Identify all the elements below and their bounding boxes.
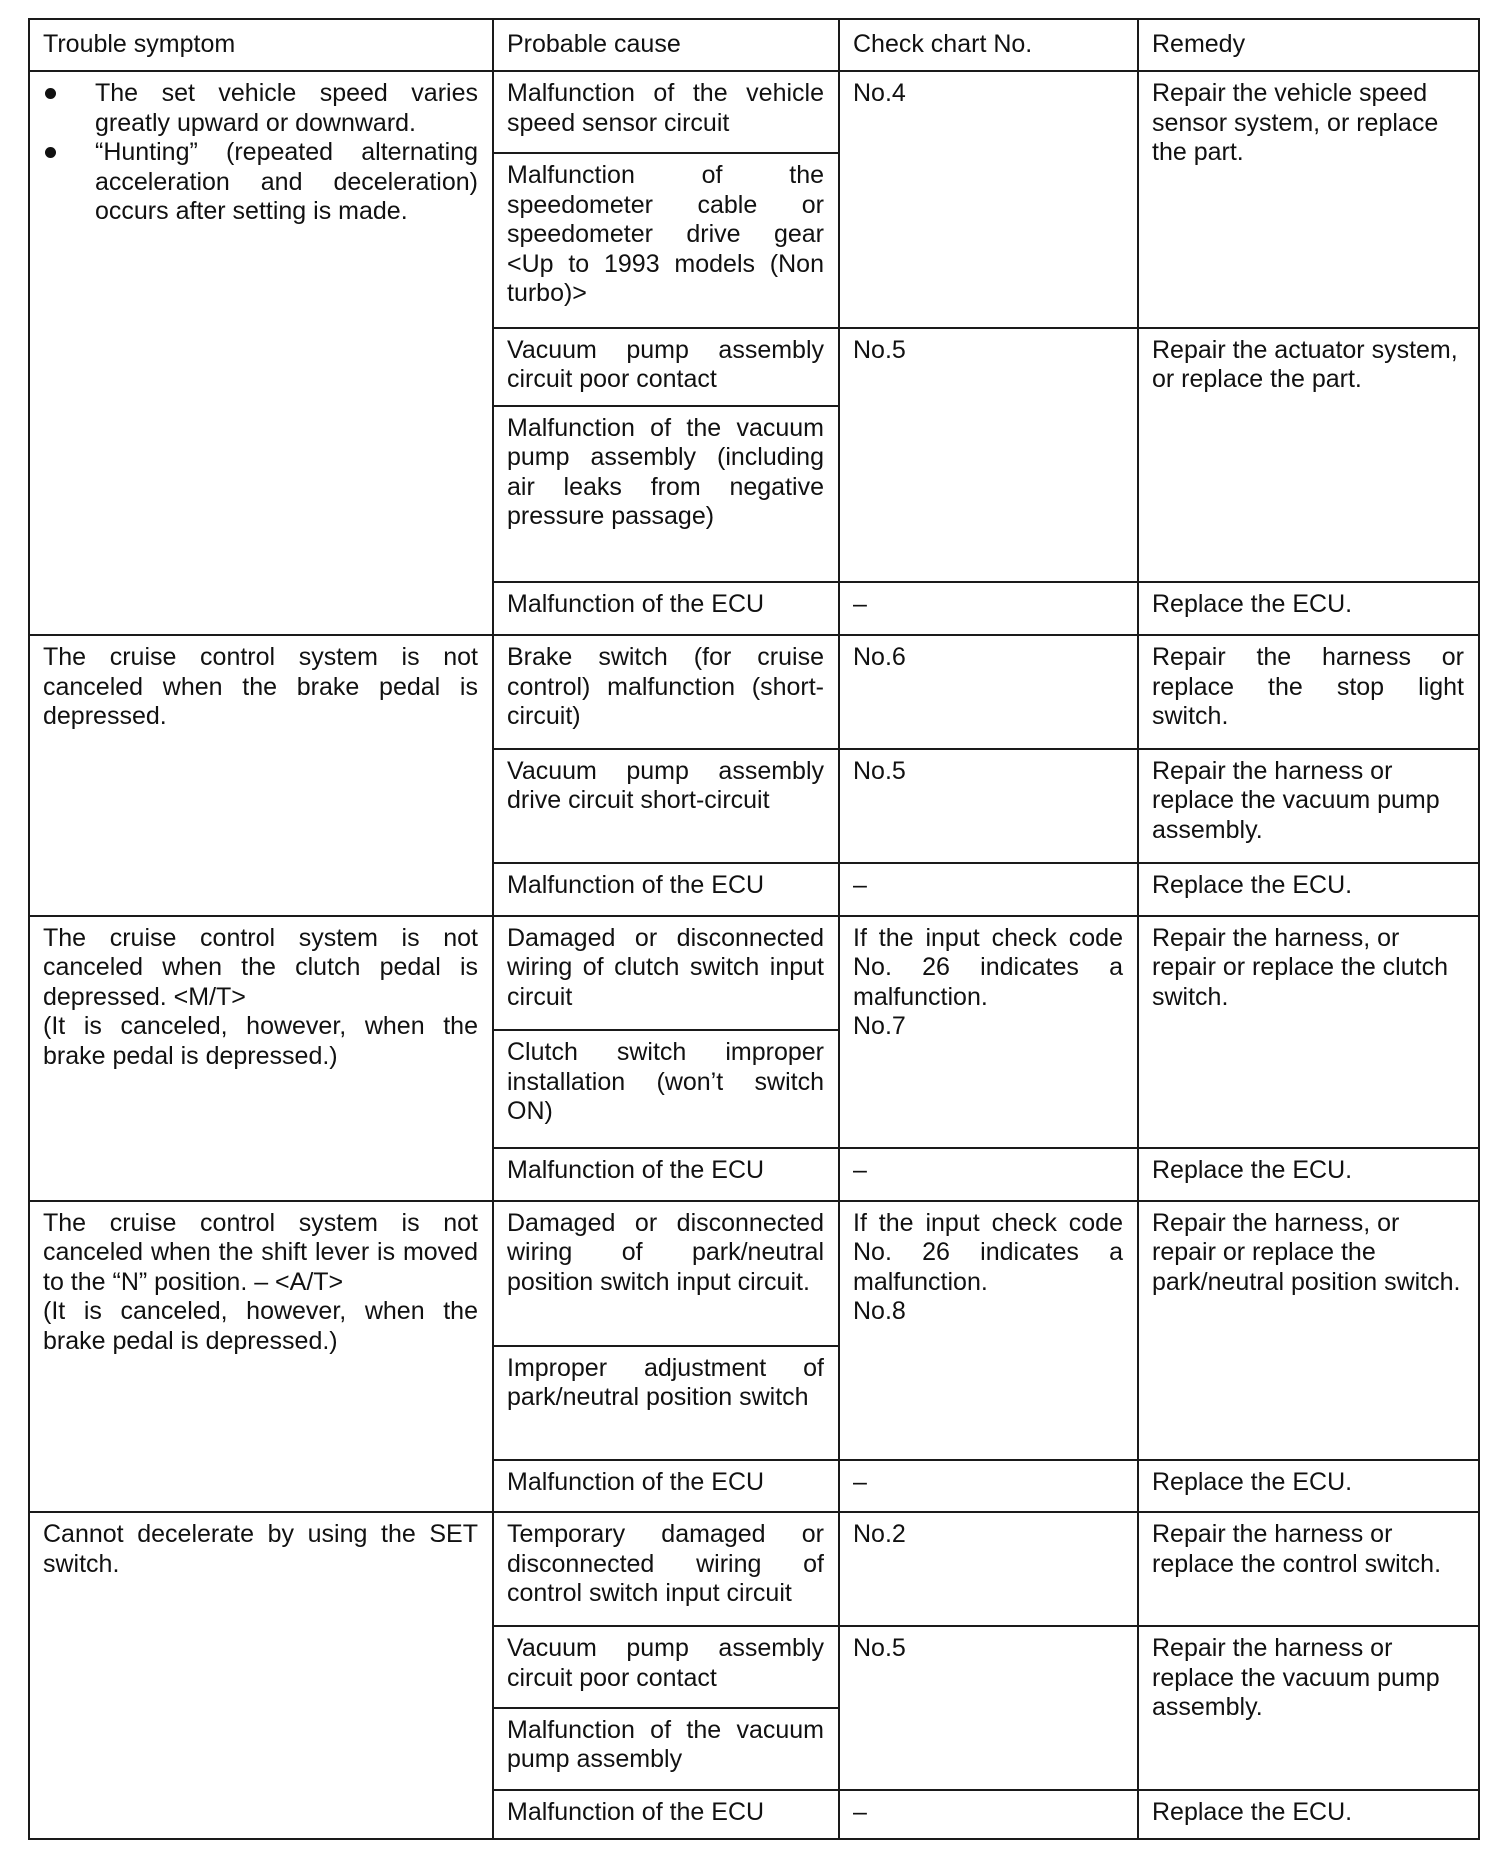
cause-cell: Malfunction of the ECU <box>493 1148 839 1200</box>
remedy-cell: Repair the actuator system, or replace the part. <box>1138 328 1479 583</box>
check-chart-cell <box>839 916 1138 1149</box>
header-check-chart: Check chart No. <box>839 19 1138 71</box>
table-row <box>29 635 1479 748</box>
symptom-text: The cruise control system is not canceled when the shift lever is moved to the “N” position. – <A/T> <box>43 1208 478 1296</box>
remedy-cell: Repair the harness or replace the vacuum pump assembly. <box>1138 1626 1479 1789</box>
check-chart-cell: – <box>839 1148 1138 1200</box>
header-row <box>29 19 1479 71</box>
check-chart-cell: – <box>839 582 1138 635</box>
cause-cell: Malfunction of the speedometer cable or speedometer drive gear <Up to 1993 models (Non turbo)> <box>493 153 839 327</box>
table-row <box>29 1201 1479 1346</box>
cause-cell: Temporary damaged or disconnected wiring of control switch input circuit <box>493 1512 839 1626</box>
check-chart-condition: If the input check code No. 26 indicates a malfunction. <box>853 1208 1123 1296</box>
remedy-cell: Replace the ECU. <box>1138 1460 1479 1512</box>
cause-cell: Vacuum pump assembly circuit poor contact <box>493 328 839 406</box>
cause-cell: Malfunction of the ECU <box>493 1460 839 1512</box>
cause-cell: Clutch switch improper installation (won’t switch ON) <box>493 1030 839 1148</box>
cause-cell: Malfunction of the vehicle speed sensor circuit <box>493 71 839 153</box>
table-row <box>29 71 1479 153</box>
symptom-bullet-text: The set vehicle speed varies greatly upward or downward. <box>95 79 478 137</box>
cause-cell: Malfunction of the ECU <box>493 1790 839 1839</box>
remedy-cell: Repair the vehicle speed sensor system, or replace the part. <box>1138 71 1479 328</box>
header-probable-cause: Probable cause <box>493 19 839 71</box>
check-chart-cell: No.6 <box>839 635 1138 748</box>
remedy-cell: Repair the harness, or repair or replace the clutch switch. <box>1138 916 1479 1149</box>
remedy-cell: Repair the harness, or repair or replace the park/neutral position switch. <box>1138 1201 1479 1461</box>
remedy-cell: Replace the ECU. <box>1138 582 1479 635</box>
symptom-text: The cruise control system is not canceled when the clutch pedal is depressed. <M/T> <box>43 923 478 1011</box>
check-chart-cell: – <box>839 1460 1138 1512</box>
remedy-cell: Replace the ECU. <box>1138 863 1479 916</box>
symptom-cell <box>29 71 493 635</box>
cause-cell: Vacuum pump assembly drive circuit short-circuit <box>493 749 839 863</box>
cause-cell: Malfunction of the ECU <box>493 863 839 916</box>
check-chart-condition: If the input check code No. 26 indicates a malfunction. <box>853 923 1123 1011</box>
header-trouble-symptom: Trouble symptom <box>29 19 493 71</box>
check-chart-cell: No.5 <box>839 1626 1138 1789</box>
bullet-icon <box>45 88 56 99</box>
symptom-cell: Cannot decelerate by using the SET switch. <box>29 1512 493 1839</box>
cause-cell: Improper adjustment of park/neutral position switch <box>493 1346 839 1460</box>
symptom-cell: The cruise control system is not canceled when the brake pedal is depressed. <box>29 635 493 916</box>
cause-cell: Malfunction of the vacuum pump assembly (including air leaks from negative pressure passage) <box>493 406 839 582</box>
symptom-note: (It is canceled, however, when the brake pedal is depressed.) <box>43 1297 478 1355</box>
remedy-cell: Replace the ECU. <box>1138 1790 1479 1839</box>
symptom-note: (It is canceled, however, when the brake pedal is depressed.) <box>43 1012 478 1070</box>
symptom-bullet-text: “Hunting” (repeated alternating acceleration and deceleration) occurs after setting is made. <box>95 138 478 226</box>
check-chart-cell: No.2 <box>839 1512 1138 1626</box>
table-row <box>29 1512 1479 1626</box>
cause-cell: Vacuum pump assembly circuit poor contact <box>493 1626 839 1707</box>
remedy-cell: Replace the ECU. <box>1138 1148 1479 1200</box>
symptom-cell <box>29 916 493 1201</box>
check-chart-ref: No.8 <box>853 1297 906 1325</box>
troubleshooting-sheet <box>28 18 1478 1840</box>
troubleshooting-table <box>28 18 1480 1840</box>
header-remedy: Remedy <box>1138 19 1479 71</box>
cause-cell: Damaged or disconnected wiring of park/neutral position switch input circuit. <box>493 1201 839 1346</box>
symptom-bullet <box>43 79 478 138</box>
check-chart-cell: – <box>839 863 1138 916</box>
check-chart-cell: No.4 <box>839 71 1138 328</box>
check-chart-cell: No.5 <box>839 328 1138 583</box>
remedy-cell: Repair the harness or replace the vacuum pump assembly. <box>1138 749 1479 863</box>
cause-cell: Malfunction of the ECU <box>493 582 839 635</box>
check-chart-cell <box>839 1201 1138 1461</box>
symptom-bullet-list <box>43 79 478 227</box>
check-chart-cell: No.5 <box>839 749 1138 863</box>
table-row <box>29 916 1479 1030</box>
bullet-icon <box>45 147 56 158</box>
remedy-cell: Repair the harness or replace the stop light switch. <box>1138 635 1479 748</box>
cause-cell: Damaged or disconnected wiring of clutch switch input circuit <box>493 916 839 1030</box>
symptom-bullet <box>43 138 478 227</box>
cause-cell: Malfunction of the vacuum pump assembly <box>493 1708 839 1790</box>
check-chart-ref: No.7 <box>853 1012 906 1041</box>
check-chart-cell: – <box>839 1790 1138 1839</box>
symptom-cell <box>29 1201 493 1513</box>
cause-cell: Brake switch (for cruise control) malfunction (short-circuit) <box>493 635 839 748</box>
remedy-cell: Repair the harness or replace the control switch. <box>1138 1512 1479 1626</box>
